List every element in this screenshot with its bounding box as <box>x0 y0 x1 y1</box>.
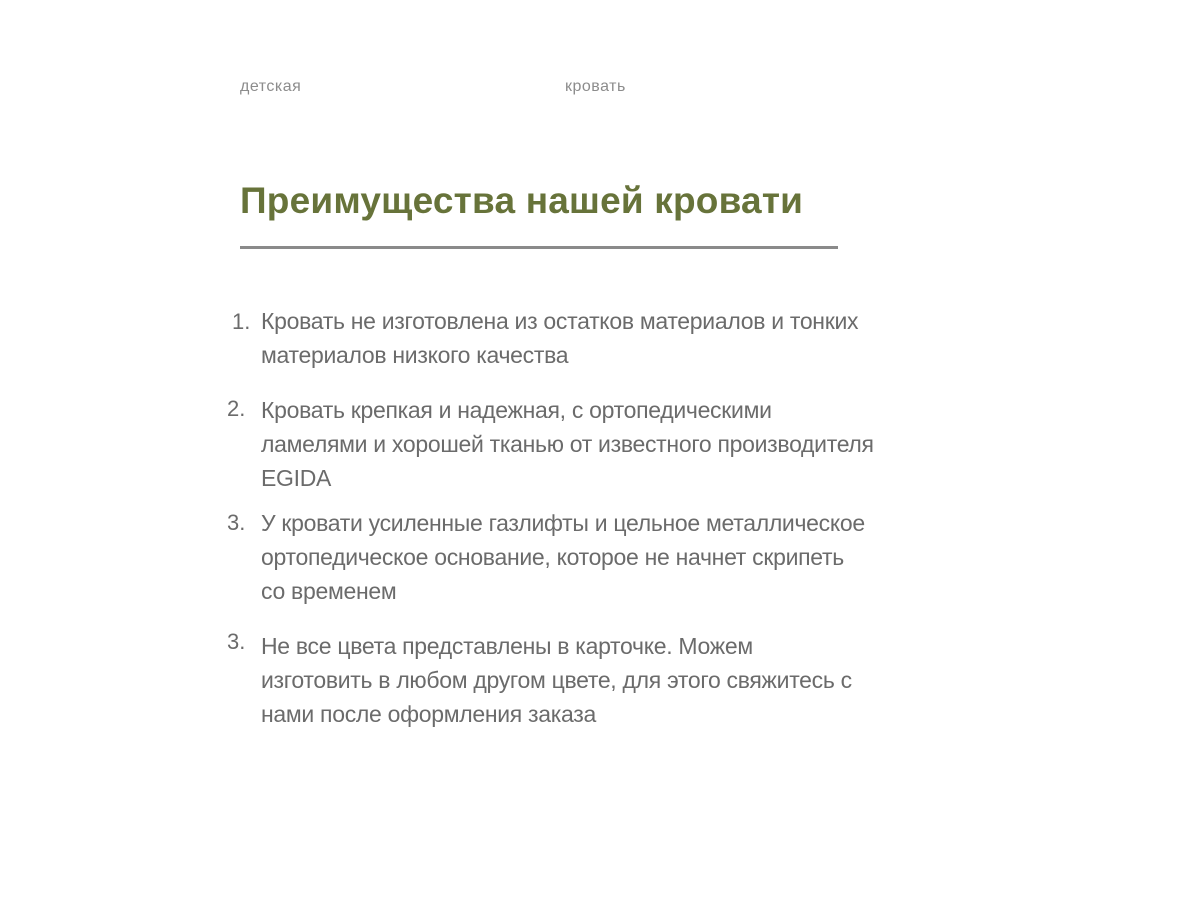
list-item-number: 1. <box>232 309 251 334</box>
list-item-text: Кровать крепкая и надежная, с ортопедическими ламелями и хорошей тканью от известного производителя EGIDA <box>261 397 874 491</box>
category-tag-left: детская <box>240 78 302 95</box>
category-tag-right: кровать <box>565 78 626 95</box>
list-item-number: 2. <box>227 396 246 421</box>
list-item-number: 3. <box>227 629 246 654</box>
list-item-number: 3. <box>227 510 246 535</box>
title-divider <box>240 246 838 249</box>
page-title: Преимущества нашей кровати <box>240 180 804 221</box>
list-item-text: Не все цвета представлены в карточке. Можем изготовить в любом другом цвете, для этого свяжитесь с нами после оформления заказа <box>261 633 852 727</box>
list-item-text: Кровать не изготовлена из остатков материалов и тонких материалов низкого качества <box>261 308 859 368</box>
list-item-text: У кровати усиленные газлифты и цельное металлическое ортопедическое основание, которое не начнет скрипеть со временем <box>261 510 865 604</box>
